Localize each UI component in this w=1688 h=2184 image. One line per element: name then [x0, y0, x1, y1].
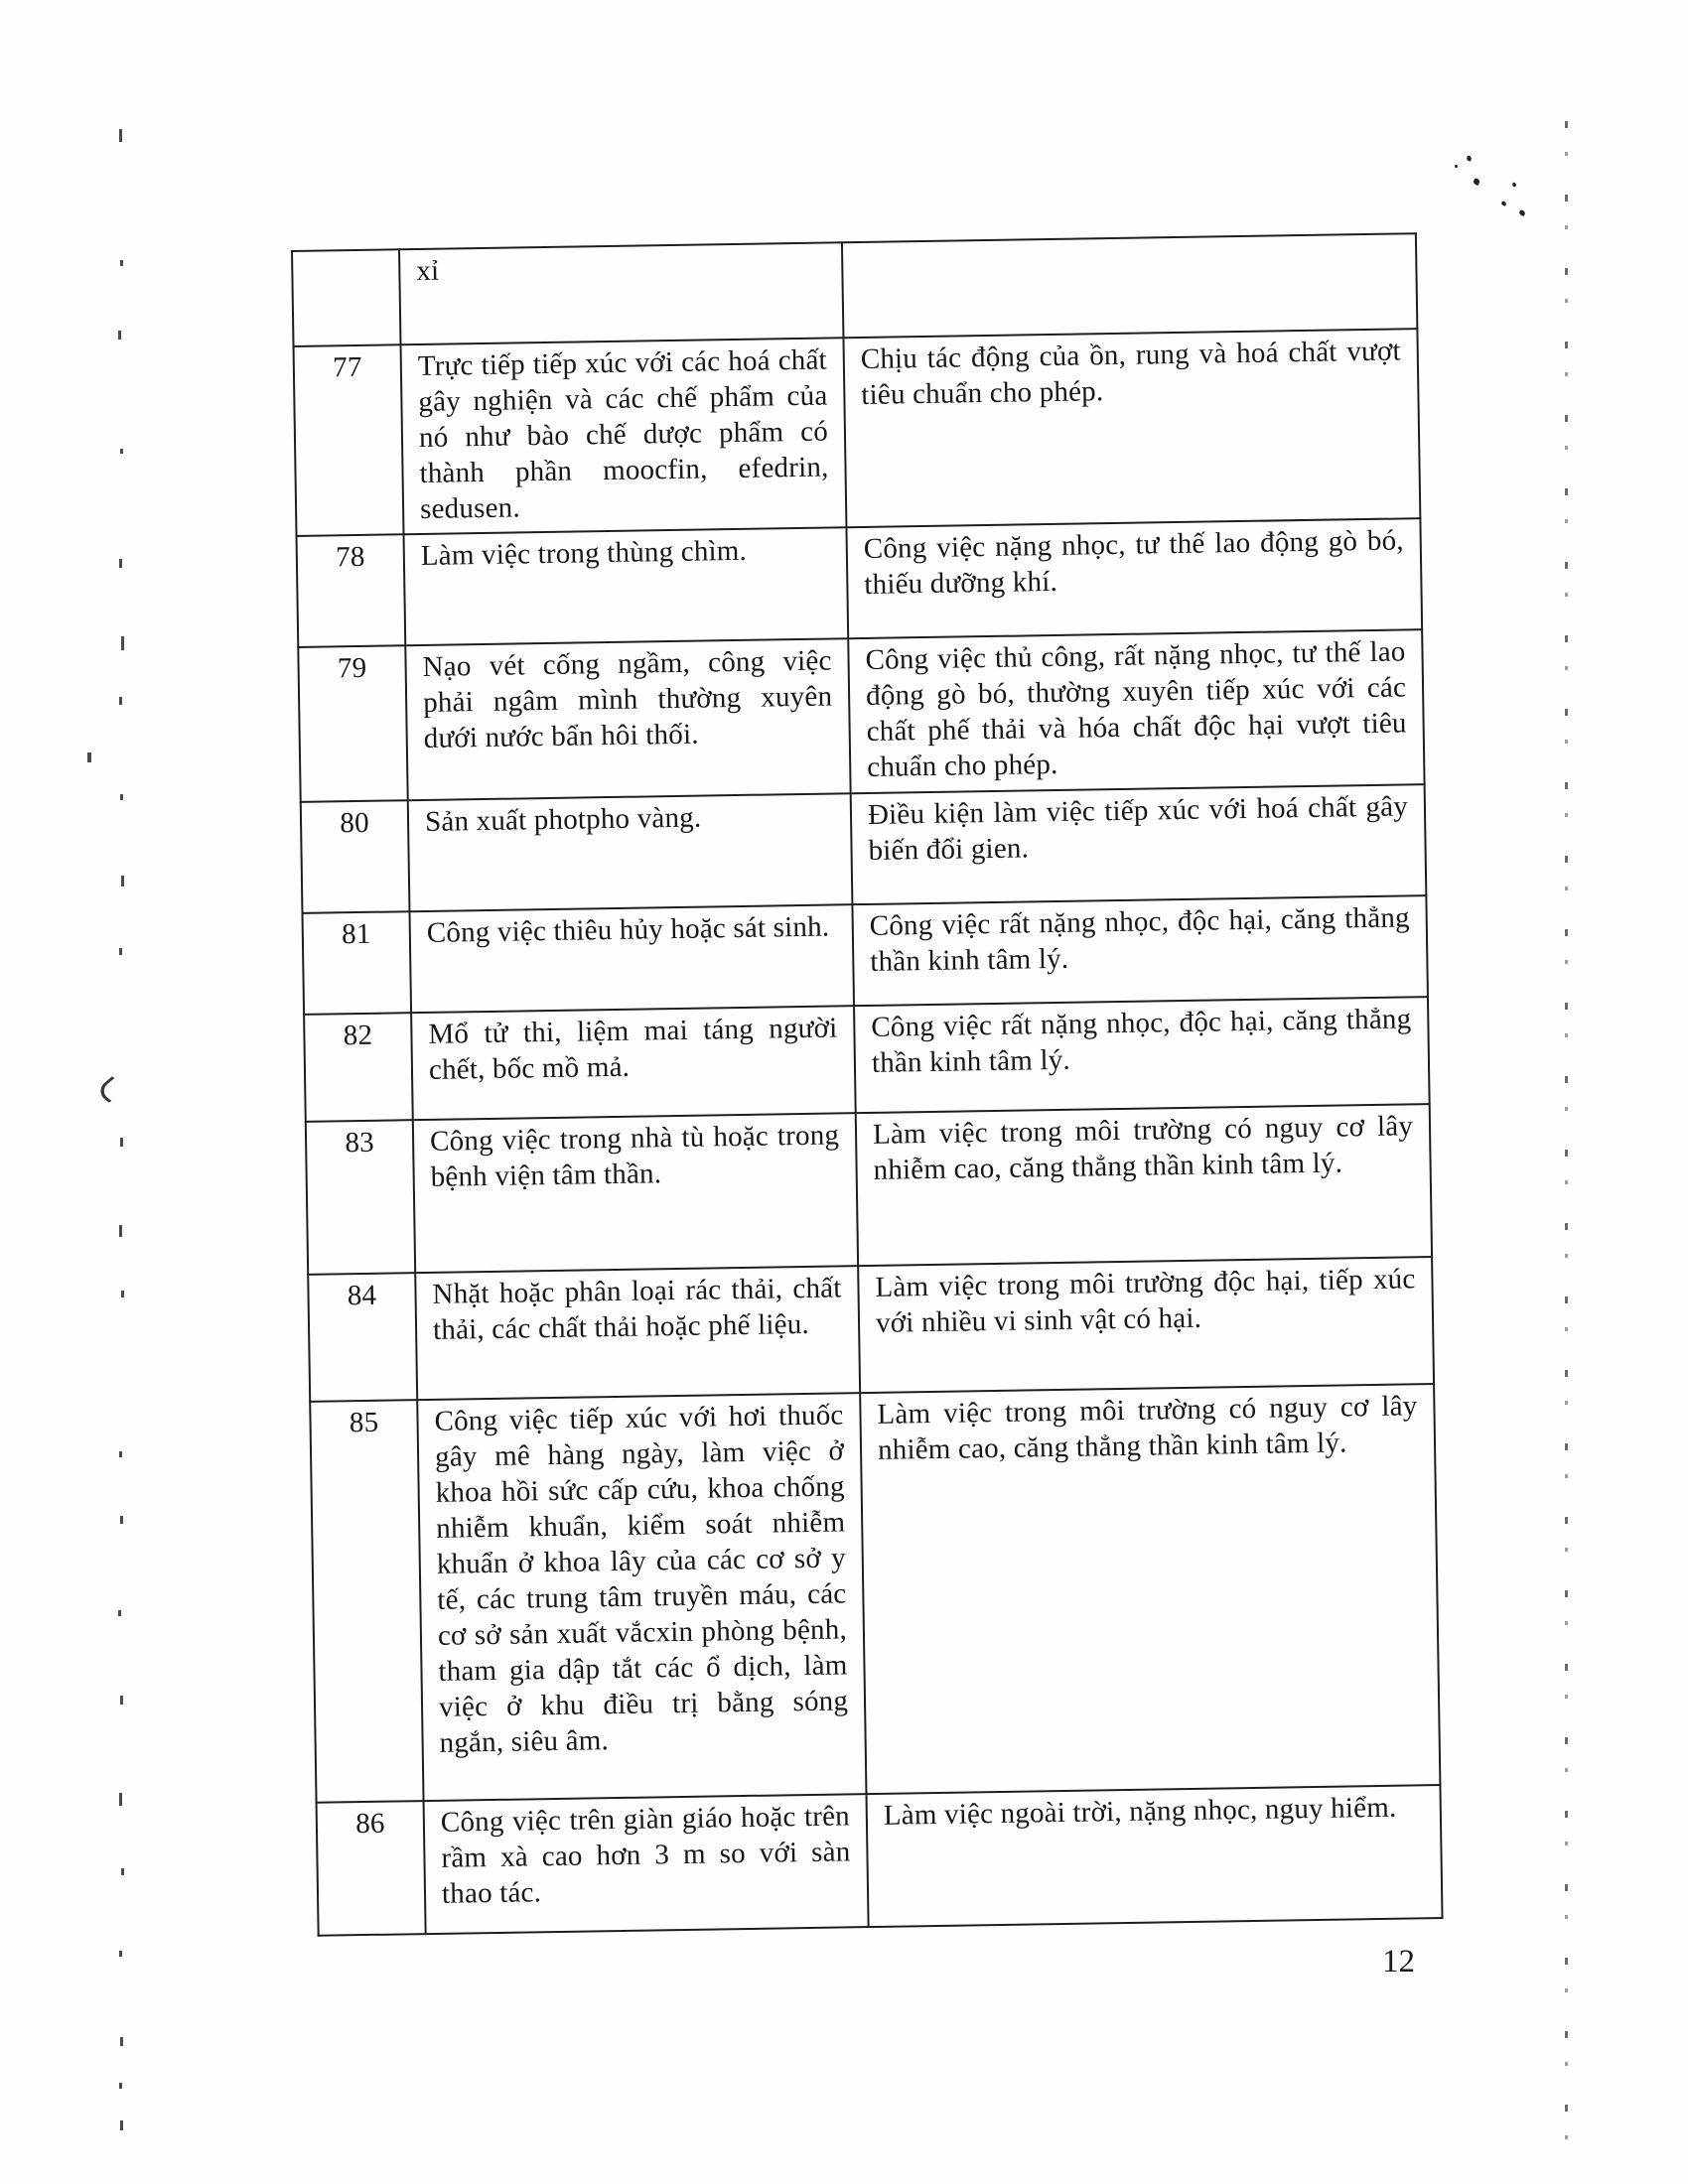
table-row — [298, 629, 1424, 802]
scan-noise-squiggle — [94, 1076, 127, 1103]
job-description-cell: Công việc thiêu hủy hoặc sát sinh. — [409, 904, 854, 1013]
table-body — [292, 233, 1443, 1936]
row-number-cell: 83 — [306, 1120, 415, 1275]
job-description-cell: Nạo vét cống ngầm, công việc phải ngâm mình thường xuyên dưới nước bẩn hôi thối. — [405, 638, 850, 800]
job-description-cell: Công việc tiếp xúc với hơi thuốc gây mê hàng ngày, làm việc ở khoa hồi sức cấp cứu, khoa chống nhiễm khuẩn, kiểm soát nhiễm khuẩn ở khoa lây của các cơ sở y tế, các trung tâm truyền máu, các cơ sở sản xuất vắcxin phòng bệnh, tham gia dập tắt các ổ dịch, làm việc ở khu điều trị bằng sóng ngắn, siêu âm. — [417, 1393, 866, 1801]
row-number-cell: 82 — [304, 1013, 413, 1122]
table-row — [306, 1104, 1432, 1275]
table-row — [297, 518, 1423, 647]
working-condition-cell: Làm việc trong môi trường có nguy cơ lây nhiễm cao, căng thẳng thần kinh tâm lý. — [856, 1104, 1432, 1266]
working-condition-cell: Công việc nặng nhọc, tư thế lao động gò bó, thiếu dưỡng khí. — [846, 518, 1422, 638]
working-condition-cell — [842, 233, 1417, 338]
working-condition-cell: Công việc rất nặng nhọc, độc hại, căng thẳng thần kinh tâm lý. — [852, 895, 1428, 1006]
table-row — [294, 329, 1421, 536]
job-description-cell: Mổ tử thi, liệm mai táng người chết, bốc mồ mả. — [411, 1006, 856, 1120]
table-row — [302, 895, 1427, 1015]
row-number-cell: 77 — [294, 344, 404, 536]
working-condition-cell: Làm việc ngoài trời, nặng nhọc, nguy hiểm. — [866, 1785, 1442, 1927]
table-row — [301, 784, 1427, 913]
job-description-cell: Công việc trong nhà tù hoặc trong bệnh viện tâm thần. — [413, 1113, 858, 1273]
row-number-cell: 86 — [317, 1801, 426, 1936]
row-number-cell: 85 — [310, 1400, 423, 1803]
row-number-cell: 78 — [297, 534, 406, 647]
working-condition-cell: Chịu tác động của ồn, rung và hoá chất vượt tiêu chuẩn cho phép. — [843, 329, 1420, 527]
working-condition-cell: Công việc thủ công, rất nặng nhọc, tư thế lao động gò bó, thường xuyên tiếp xúc với các chất phế thải và hóa chất độc hại vượt tiêu chuẩn cho phép. — [848, 629, 1424, 793]
working-condition-cell: Làm việc trong môi trường độc hại, tiếp xúc với nhiều vi sinh vật có hại. — [858, 1257, 1434, 1393]
row-number-cell: 79 — [298, 645, 407, 802]
scan-noise-right-margin — [1565, 121, 1568, 2151]
job-description-cell: xỉ — [399, 242, 843, 344]
table-row — [292, 233, 1417, 346]
job-description-cell: Nhặt hoặc phân loại rác thải, chất thải, các chất thải hoặc phế liệu. — [415, 1266, 860, 1400]
table-row — [317, 1785, 1443, 1936]
job-description-cell: Trực tiếp tiếp xúc với các hoá chất gây nghiện và các chế phẩm của nó như bào chế dược phẩm có thành phần moocfin, efedrin, sedusen. — [401, 338, 847, 534]
working-condition-cell: Công việc rất nặng nhọc, độc hại, căng thẳng thần kinh tâm lý. — [854, 997, 1430, 1113]
row-number-cell — [292, 249, 400, 346]
row-number-cell: 80 — [301, 800, 410, 913]
row-number-cell: 81 — [302, 911, 411, 1015]
job-description-cell: Sản xuất photpho vàng. — [408, 793, 853, 911]
table-row — [304, 997, 1430, 1122]
page-number: 12 — [1382, 1944, 1415, 1979]
job-description-cell: Làm việc trong thùng chìm. — [404, 527, 849, 645]
working-condition-cell: Điều kiện làm việc tiếp xúc với hoá chất gây biến đổi gien. — [851, 784, 1427, 904]
job-description-cell: Công việc trên giàn giáo hoặc trên rầm xà cao hơn 3 m so với sàn thao tác. — [424, 1794, 869, 1934]
working-condition-cell: Làm việc trong môi trường có nguy cơ lây nhiễm cao, căng thẳng thần kinh tâm lý. — [860, 1384, 1440, 1794]
table-row — [310, 1384, 1440, 1803]
row-number-cell: 84 — [308, 1273, 417, 1402]
table-row — [308, 1257, 1434, 1402]
hazardous-jobs-table-wrap — [291, 232, 1442, 1937]
hazardous-jobs-table — [291, 232, 1444, 1937]
